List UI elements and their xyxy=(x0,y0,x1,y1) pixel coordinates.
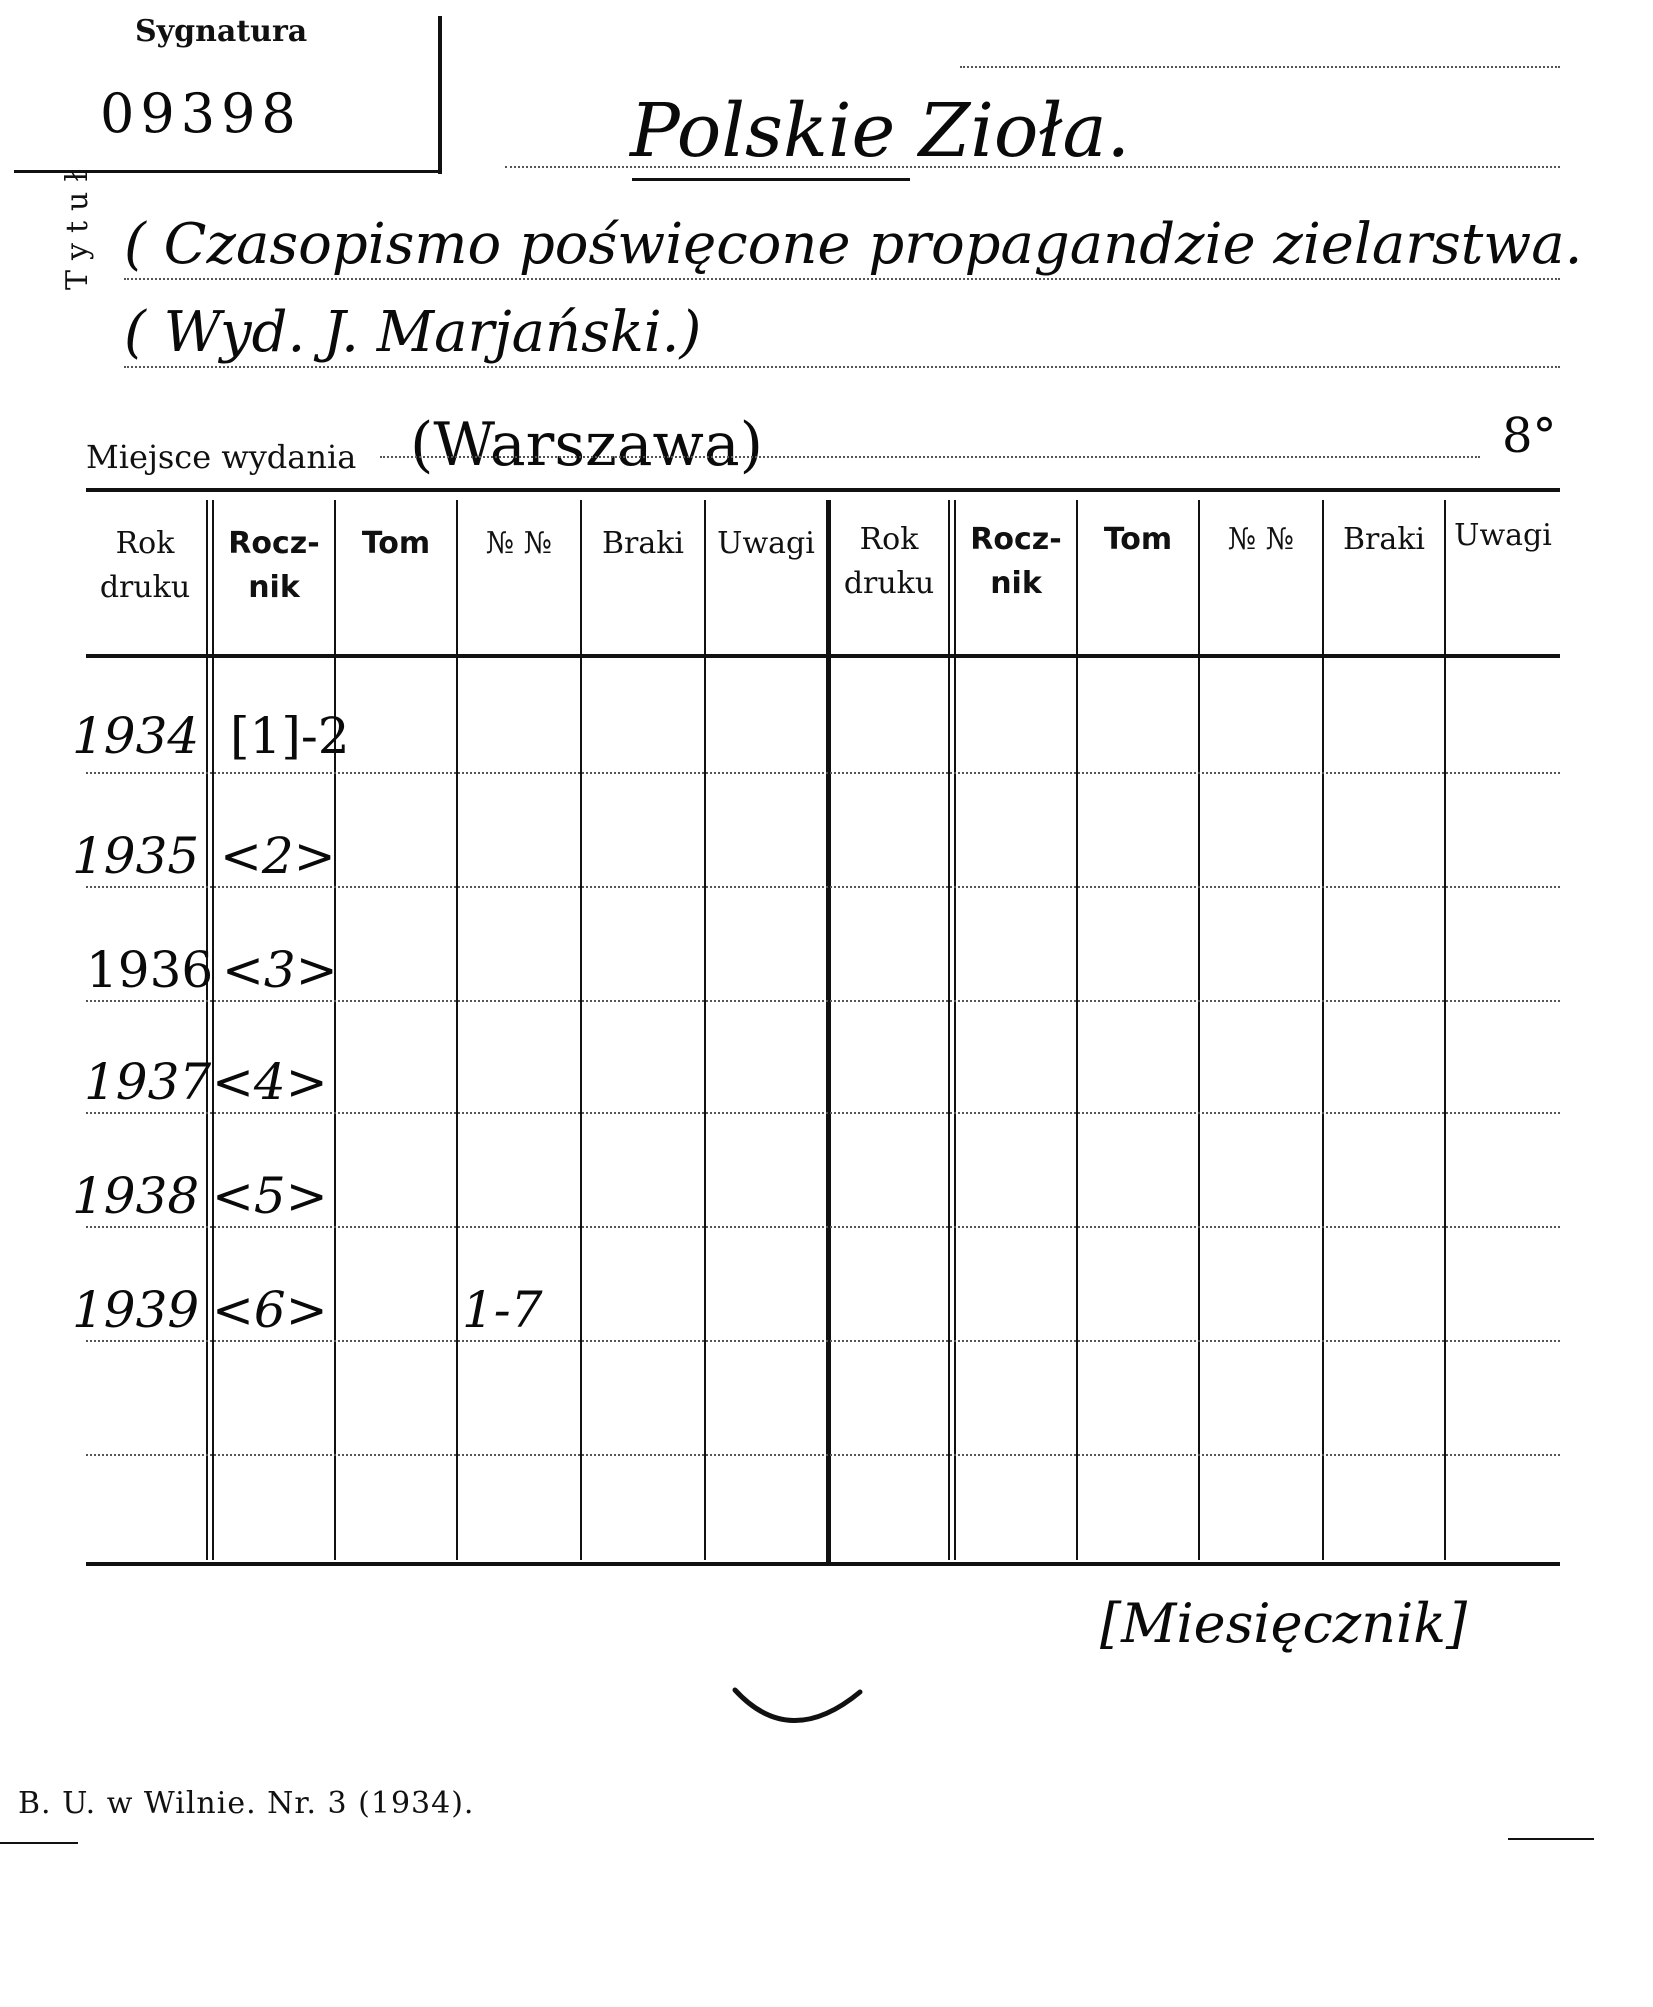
row-line-2 xyxy=(86,886,1560,888)
header-numery: № № xyxy=(485,526,553,561)
row-line-6 xyxy=(86,1340,1560,1342)
table-row-1934-rocznik: [1]-2 xyxy=(230,707,350,765)
header-tom-2: Tom xyxy=(1103,522,1173,557)
col-divider-4 xyxy=(580,500,582,1560)
row-line-3 xyxy=(86,1000,1560,1002)
header-rok-druku: Rok druku xyxy=(99,526,191,605)
col-divider-8 xyxy=(1076,500,1078,1560)
col-divider-1b xyxy=(212,500,214,1560)
table-row-1936-rok: 1936 xyxy=(86,941,214,999)
header-numery-2: № № xyxy=(1227,522,1295,557)
row-line-1 xyxy=(86,772,1560,774)
table-bottom-rule xyxy=(86,1562,1560,1566)
signature-value: 09398 xyxy=(100,82,302,145)
place-value: (Warszawa) xyxy=(410,410,764,480)
table-row-1934-rok: 1934 xyxy=(72,707,200,765)
table-row-1938-rocznik: <5> xyxy=(212,1167,328,1225)
signature-label: Sygnatura xyxy=(135,14,308,49)
title-label: Tytuł xyxy=(60,161,95,290)
curve-mark xyxy=(730,1680,870,1750)
header-braki: Braki xyxy=(601,526,685,561)
table-row-1939-numery: 1-7 xyxy=(462,1281,543,1339)
main-title-underline xyxy=(632,178,910,181)
row-line-4 xyxy=(86,1112,1560,1114)
header-rocznik-2: Rocz- nik xyxy=(970,522,1062,601)
frequency-note: [Miesięcznik] xyxy=(1100,1592,1468,1655)
col-divider-5 xyxy=(704,500,706,1560)
subtitle-line-1: ( Czasopismo poświęcone propagandzie zielarstwa. xyxy=(124,212,1583,277)
table-header-rule xyxy=(86,654,1560,658)
place-label: Miejsce wydania xyxy=(86,438,357,476)
place-dotline xyxy=(380,456,1480,458)
footer-left-rule xyxy=(0,1842,78,1844)
footer-right-rule xyxy=(1508,1838,1594,1840)
table-top-rule xyxy=(86,488,1560,492)
row-line-7 xyxy=(86,1454,1560,1456)
header-uwagi-2: Uwagi xyxy=(1454,518,1552,553)
col-divider-7 xyxy=(948,500,950,1560)
table-row-1937-rok: 1937 xyxy=(84,1053,212,1111)
signature-right-rule xyxy=(438,16,442,174)
col-divider-11 xyxy=(1444,500,1446,1560)
header-rok-druku-2: Rok druku xyxy=(843,522,935,601)
table-row-1935-rok: 1935 xyxy=(72,827,200,885)
header-braki-2: Braki xyxy=(1342,522,1426,557)
main-title: Polskie Zioła. xyxy=(630,88,1131,174)
table-row-1939-rocznik: <6> xyxy=(212,1281,328,1339)
row-line-5 xyxy=(86,1226,1560,1228)
table-row-1939-rok: 1939 xyxy=(72,1281,200,1339)
col-divider-7b xyxy=(954,500,956,1560)
table-row-1938-rok: 1938 xyxy=(72,1167,200,1225)
header-tom: Tom xyxy=(361,526,431,561)
col-divider-1 xyxy=(206,500,208,1560)
col-divider-center xyxy=(826,500,831,1562)
table-row-1936-rocznik: <3> xyxy=(222,941,338,999)
header-uwagi: Uwagi xyxy=(717,526,815,561)
title-dotline-0 xyxy=(960,66,1560,68)
table-row-1935-rocznik: <2> xyxy=(220,827,336,885)
col-divider-10 xyxy=(1322,500,1324,1560)
subtitle-line-2: ( Wyd. J. Marjański.) xyxy=(124,300,702,365)
format-value: 8° xyxy=(1502,408,1557,464)
table-row-1937-rocznik: <4> xyxy=(212,1053,328,1111)
col-divider-2 xyxy=(334,500,336,1560)
header-rocznik: Rocz- nik xyxy=(228,526,320,605)
col-divider-9 xyxy=(1198,500,1200,1560)
col-divider-3 xyxy=(456,500,458,1560)
footer-imprint: B. U. w Wilnie. Nr. 3 (1934). xyxy=(18,1786,475,1821)
subtitle-dotline-2 xyxy=(124,366,1560,368)
subtitle-dotline-1 xyxy=(124,278,1560,280)
